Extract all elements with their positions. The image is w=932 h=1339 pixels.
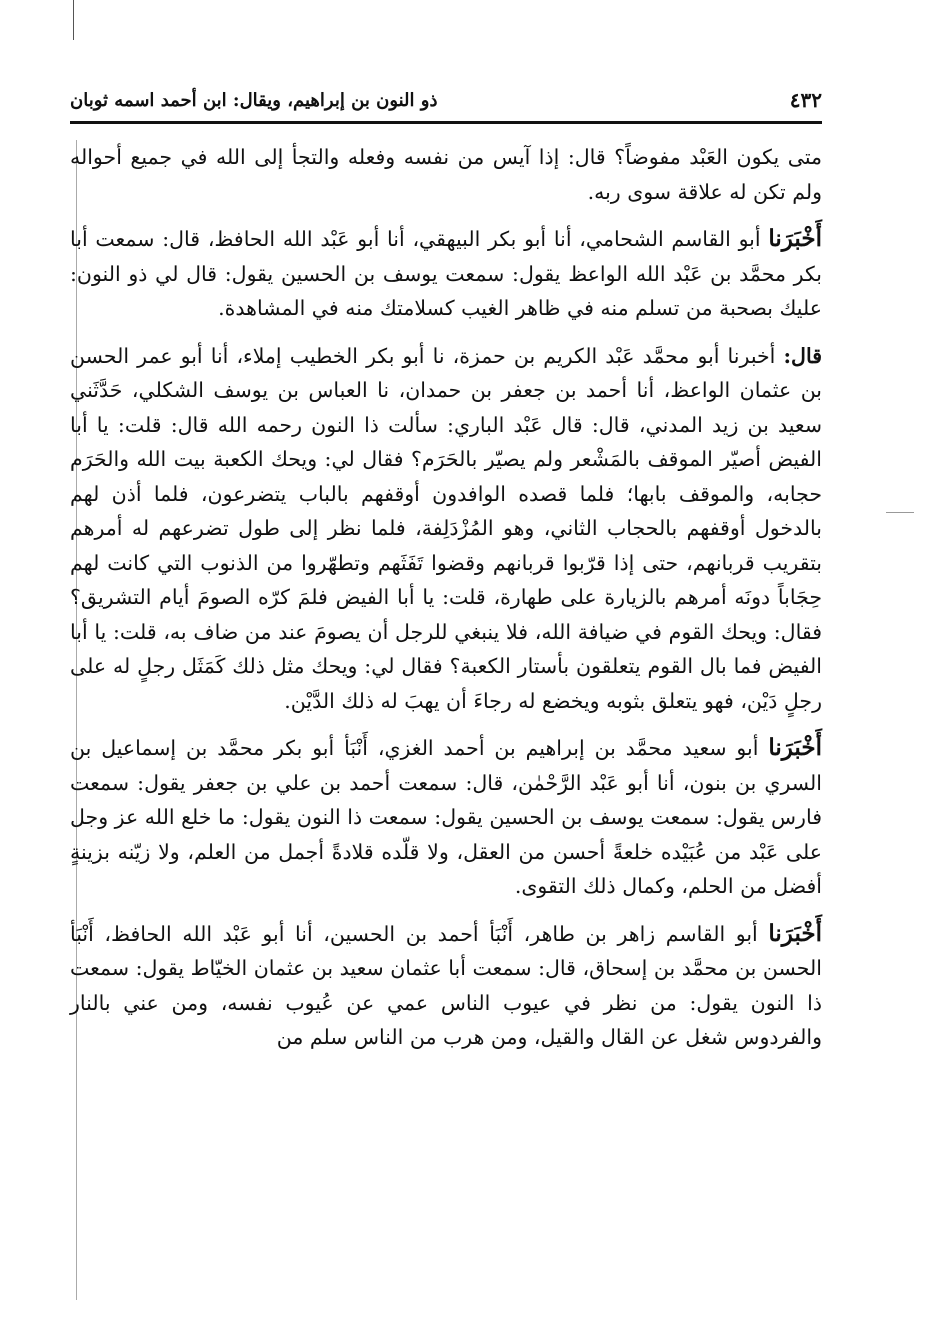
running-header <box>70 82 822 118</box>
paragraph-text: أخبرنا أبو محمَّد عَبْد الكريم بن حمزة، نا أبو بكر الخطيب إملاء، أنا أبو عمر الحسن بن عثمان الواعظ، أنا أحمد بن جعفر بن حمدان، نا العباس بن يوسف الشكلي، حَدَّثَني سعيد بن زيد المدني، قال: قال عَبْد الباري: سألت ذا النون رحمه الله قال: قلت: يا أبا الفيض أصيّر الموقف بالمَشْعر ولم يصيّر بالحَرَم؟ فقال لي: ويحك الكعبة بيت الله والحَرَم حجابه، والموقف بابها؛ فلما قصده الوافدون أوقفهم بالباب يتضرعون، فلما أذن لهم بالدخول أوقفهم بالحجاب الثاني، وهو المُزْدَلِفة، فلما نظر إلى طول تضرعهم له أمرهم بتقريب قربانهم، حتى إذا قرّبوا قربانهم وقضوا تَفَثَهم وتطهّروا من الذنوب التي كانت لهم حِجَاباً دونَه أمرهم بالزيارة على طهارة، قلت: يا أبا الفيض فلمَ كرّه الصومَ أيام التشريق؟ فقال: ويحك القوم في ضيافة الله، فلا ينبغي للرجل أن يصومَ عند من ضاف به، قلت: يا أبا الفيض فما بال القوم يتعلقون بأستار الكعبة؟ فقال لي: ويحك مثل ذلك كَمَثَل رجلٍ له على رجلٍ دَيْن، فهو يتعلق بثوبه ويخضع له رجاءَ أن يهبَ له ذلك الدَّيْن. <box>70 343 822 713</box>
margin-rule <box>73 0 74 40</box>
page-number: ٤٣٢ <box>789 88 822 112</box>
paragraph-2 <box>70 222 822 326</box>
paragraph-4 <box>70 731 822 904</box>
header-rule <box>70 121 822 124</box>
body-text <box>70 140 822 1068</box>
margin-mark <box>886 512 914 513</box>
running-title: ذو النون بن إبراهيم، ويقال: ابن أحمد اسمه ثوبان <box>70 89 438 111</box>
paragraph-3 <box>70 339 822 719</box>
paragraph-1 <box>70 140 822 209</box>
paragraph-text: أبو سعيد محمَّد بن إبراهيم بن أحمد الغزي، أَنْبَأ أبو بكر محمَّد بن إسماعيل بن السري بن بنون، أنا أبو عَبْد الرَّحْمٰن، قال: سمعت أحمد بن علي بن جعفر يقول: سمعت فارس يقول: سمعت يوسف بن الحسين يقول: سمعت ذا النون يقول: ما خلع الله عز وجل على عَبْد من عُبَيْده خلعةً أحسن من العقل، ولا قلّده قلادةً أجمل من العلم، ولا زيّنه بزينةٍ أفضل من الحلم، وكمال ذلك التقوى. <box>70 736 822 898</box>
isnad-lead: أَخْبَرَنا <box>768 225 822 252</box>
isnad-lead: أَخْبَرَنا <box>768 734 822 761</box>
paragraph-text: أبو القاسم الشحامي، أنا أبو بكر البيهقي، أنا أبو عَبْد الله الحافظ، قال: سمعت أبا بكر محمَّد بن عَبْد الله الواعظ يقول: سمعت يوسف بن الحسين يقول: قال لي ذو النون: عليك بصحبة من تسلم منه في ظاهر الغيب كسلامتك منه في المشاهدة. <box>70 227 822 320</box>
paragraph-5 <box>70 917 822 1055</box>
isnad-lead: أَخْبَرَنا <box>768 919 822 947</box>
isnad-lead: قال: <box>783 343 822 368</box>
paragraph-text: أبو القاسم زاهر بن طاهر، أَنْبَأ أحمد بن الحسين، أنا أبو عَبْد الله الحافظ، أَنْبَأ الحسن بن محمَّد بن إسحاق، قال: سمعت أبا عثمان سعيد بن عثمان الخيّاط يقول: سمعت ذا النون يقول: من نظر في عيوب الناس عمي عن عُيوب نفسه، ومن عني بالنار والفردوس شغل عن القال والقيل، ومن هرب من الناس سلم من <box>70 921 822 1049</box>
paragraph-text: متى يكون العَبْد مفوضاً؟ قال: إذا آيس من نفسه وفعله والتجأ إلى الله في جميع أحواله ولم تكن له علاقة سوى ربه. <box>70 145 822 204</box>
